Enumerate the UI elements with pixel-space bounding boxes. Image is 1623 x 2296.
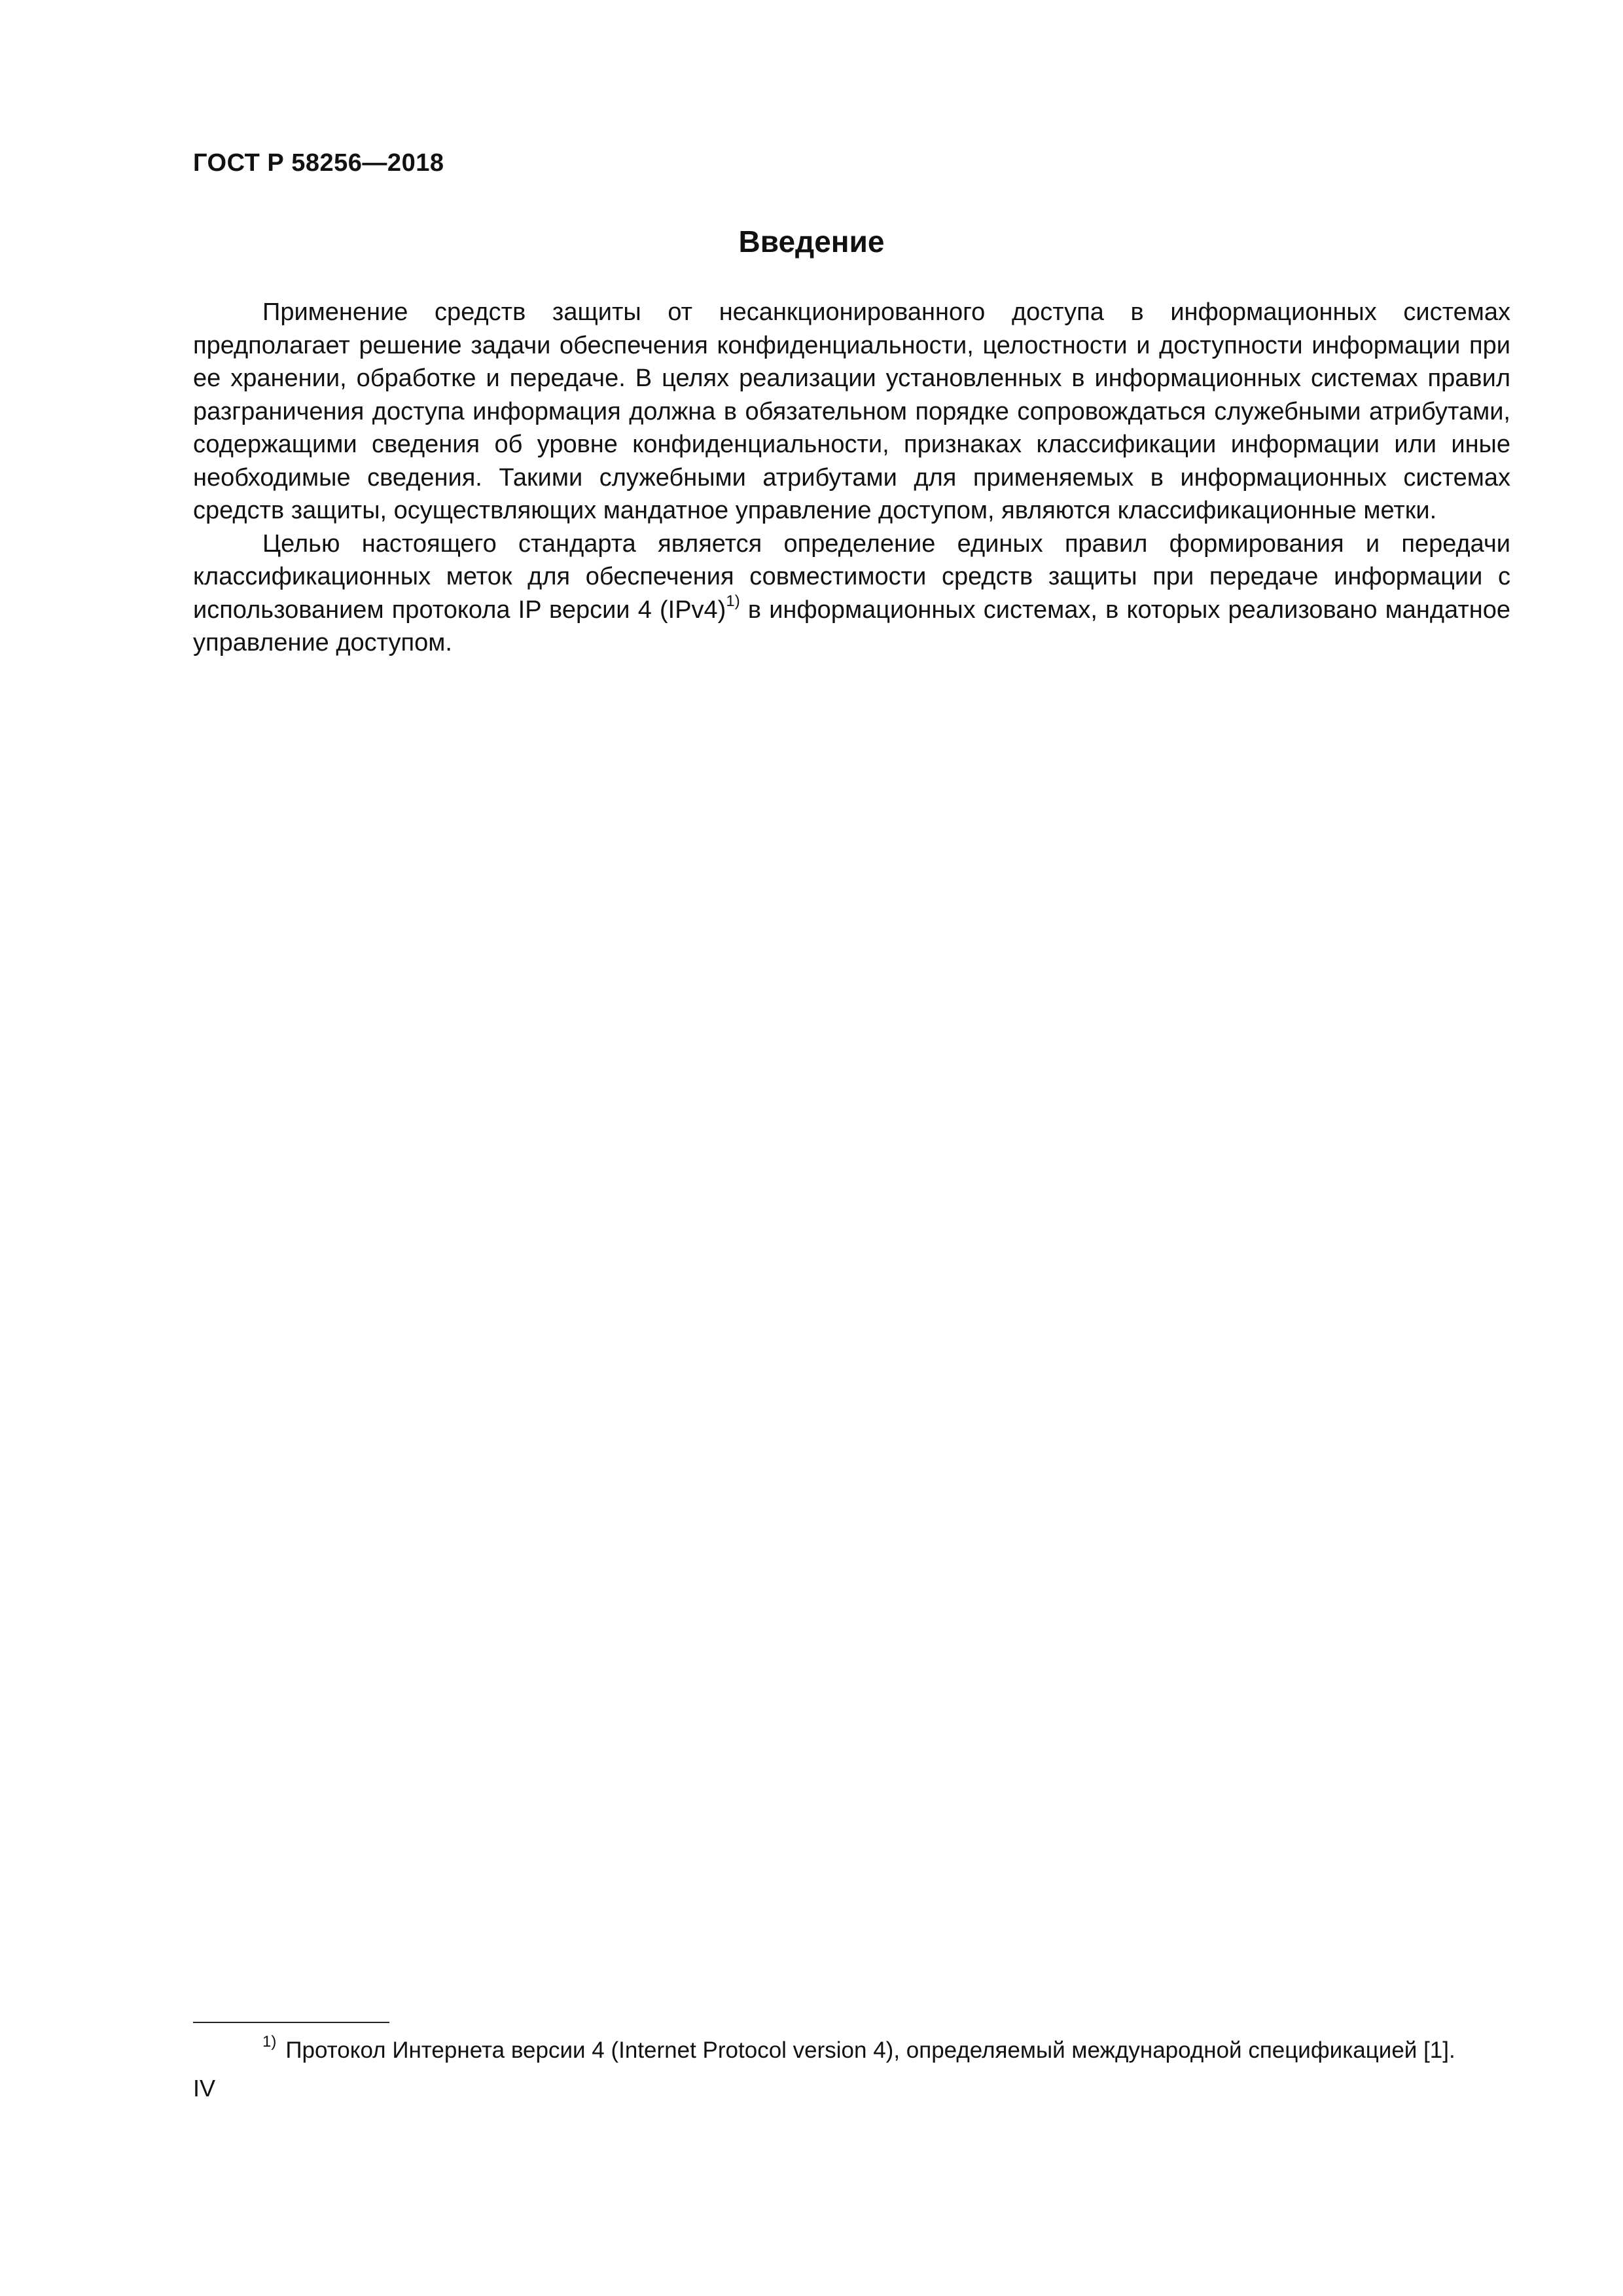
footnote: [193, 2033, 1510, 2066]
page-number: IV: [193, 2075, 216, 2102]
footnote-separator: [193, 2022, 389, 2023]
footnote-marker: 1): [262, 2033, 277, 2051]
footnote-text: Протокол Интернета версии 4 (Internet Protocol version 4), определяемый международной спецификацией [1].: [285, 2037, 1455, 2063]
paragraph-2: [193, 528, 1510, 660]
document-header-standard-id: ГОСТ Р 58256—2018: [193, 149, 444, 177]
footnote-reference-marker[interactable]: 1): [726, 592, 740, 610]
section-title: Введение: [738, 224, 885, 259]
paragraph-2-text-after: в информационных системах, в которых реализовано мандатное управление доступом.: [193, 596, 1510, 656]
body-text: [193, 296, 1510, 660]
paragraph-1: Применение средств защиты от несанкционированного доступа в информационных системах предполагает решение задачи обеспечения конфиденциальности, целостности и доступности информации при ее хранении, обработке и передаче. В целях реализации установленных в информационных системах правил разграничения доступа информация должна в обязательном порядке сопровождаться служебными атрибутами, содержащими сведения об уровне конфиденциальности, признаках классификации информации или иные необходимые сведения. Такими служебными атрибутами для применяемых в информационных системах средств защиты, осуществляющих мандатное управление доступом, являются классификационные метки.: [193, 298, 1510, 524]
paragraph-2-text-before: Целью настоящего стандарта является определение единых правил формирования и передачи классификационных меток для обеспечения совместимости средств защиты при передаче информации с использованием протокола IP версии 4 (IPv4): [193, 529, 1510, 624]
